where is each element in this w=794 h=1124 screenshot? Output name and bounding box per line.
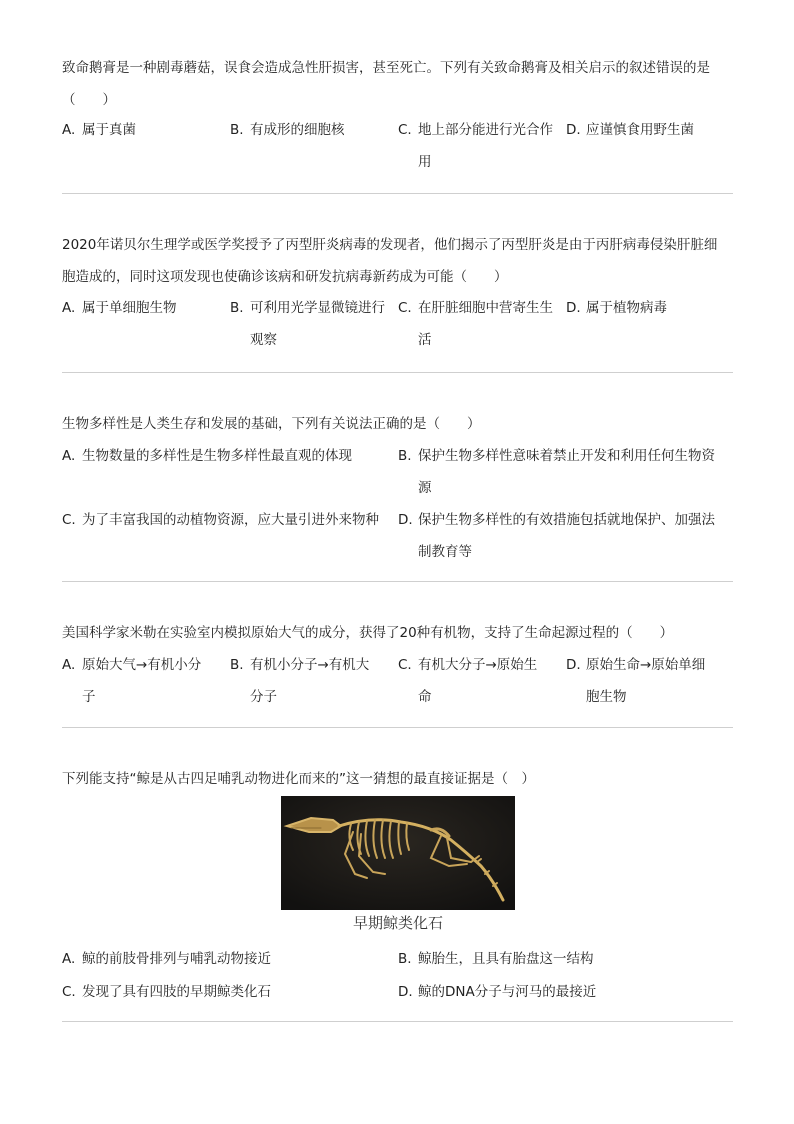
q2-option-c[interactable]: C. 在肝脏细胞中营寄生生活 [398,300,553,348]
question-4-stem: 美国科学家米勒在实验室内模拟原始大气的成分，获得了20种有机物，支持了生命起源过程的（ ） [62,625,674,641]
question-5 [62,763,733,795]
q2-option-b[interactable]: B. 可利用光学显微镜进行观察 [230,300,385,348]
q4-option-d[interactable]: D. 原始生命→原始单细胞生物 [566,657,706,705]
q1-option-c[interactable]: C. 地上部分能进行光合作用 [398,122,553,170]
question-1-stem: 致命鹅膏是一种剧毒蘑菇，误食会造成急性肝损害，甚至死亡。下列有关致命鹅膏及相关启示的叙述错误的是 [62,60,710,76]
question-5-stem: 下列能支持“鲸是从古四足哺乳动物进化而来的”这一猜想的最直接证据是（ ） [62,771,535,787]
q2-option-a[interactable]: A. 属于单细胞生物 [62,300,177,316]
figure-caption: 早期鲸类化石 [352,914,443,932]
question-2-stem-continued: 胞造成的，同时这项发现也使确诊该病和研发抗病毒新药成为可能（ ） [62,269,508,285]
question-3 [62,408,733,440]
question-1-stem-continued: （ ） [62,92,116,108]
separator-4 [62,727,733,728]
separator-3 [62,581,733,582]
question-1 [62,52,733,116]
q1-option-d[interactable]: D. 应谨慎食用野生菌 [566,122,694,138]
separator-5 [62,1021,733,1022]
question-4 [62,617,733,649]
whale-fossil-image [281,796,515,910]
q5-option-c[interactable]: C. 发现了具有四肢的早期鲸类化石 [62,984,271,1000]
q5-option-b[interactable]: B. 鲸胎生，且具有胎盘这一结构 [398,951,594,967]
q1-option-b[interactable]: B. 有成形的细胞核 [230,122,345,138]
q4-option-b[interactable]: B. 有机小分子→有机大分子 [230,657,370,705]
q4-option-c[interactable]: C. 有机大分子→原始生命 [398,657,538,705]
question-2 [62,229,733,293]
q4-option-a[interactable]: A. 原始大气→有机小分子 [62,657,202,705]
q5-option-a[interactable]: A. 鲸的前肢骨排列与哺乳动物接近 [62,951,271,967]
q3-option-a[interactable]: A. 生物数量的多样性是生物多样性最直观的体现 [62,448,352,464]
question-3-stem: 生物多样性是人类生存和发展的基础，下列有关说法正确的是（ ） [62,416,481,432]
separator-1 [62,193,733,194]
q3-option-c[interactable]: C. 为了丰富我国的动植物资源，应大量引进外来物种 [62,512,379,528]
q5-option-d[interactable]: D. 鲸的DNA分子与河马的最接近 [398,984,597,1000]
whale-fossil-skeleton-graphic [281,796,515,910]
question-2-stem: 2020年诺贝尔生理学或医学奖授予了丙型肝炎病毒的发现者，他们揭示了丙型肝炎是由于丙肝病毒侵染肝脏细 [62,237,718,253]
q2-option-d[interactable]: D. 属于植物病毒 [566,300,667,316]
separator-2 [62,372,733,373]
q3-option-b[interactable]: B. 保护生物多样性意味着禁止开发和利用任何生物资源 [398,448,715,496]
q3-option-d[interactable]: D. 保护生物多样性的有效措施包括就地保护、加强法制教育等 [398,512,715,560]
q1-option-a[interactable]: A. 属于真菌 [62,122,136,138]
